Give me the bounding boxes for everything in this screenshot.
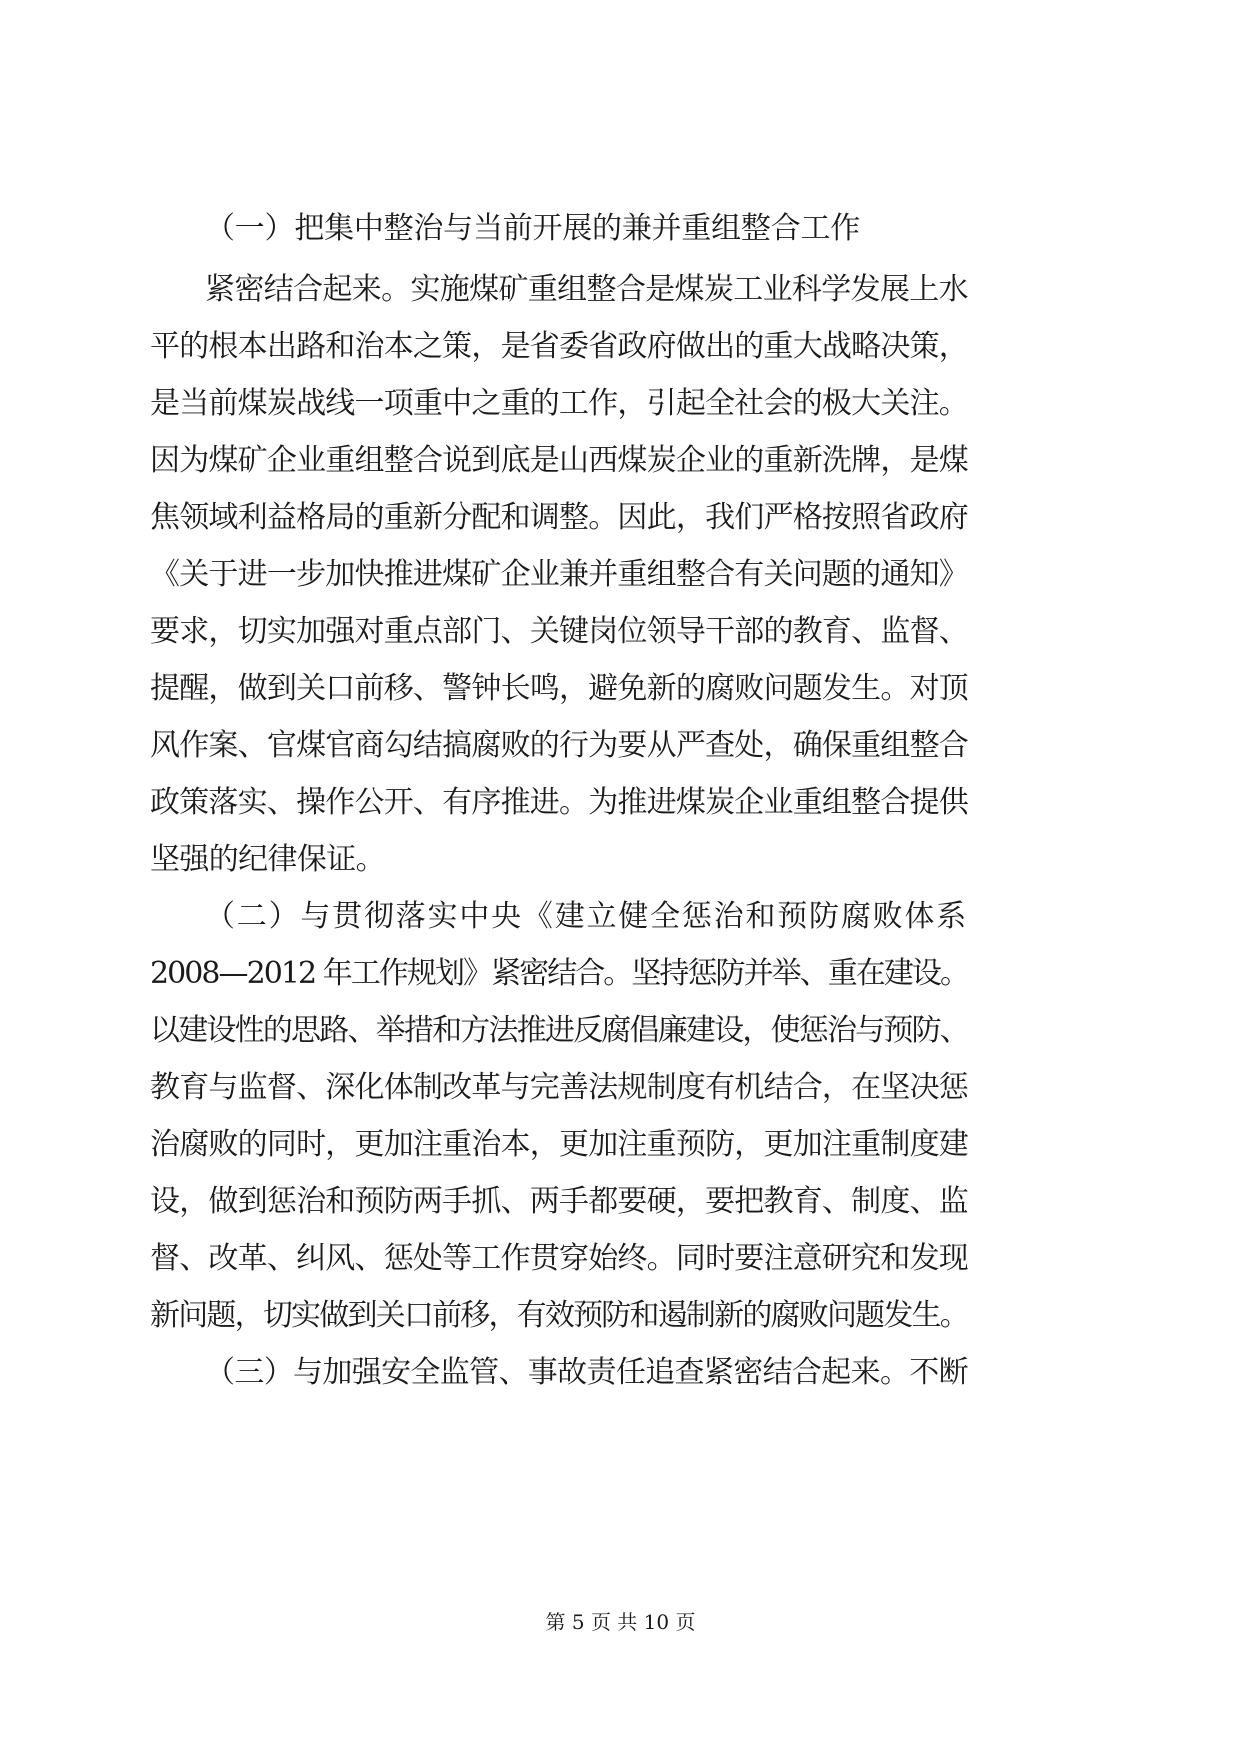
text-line: 2008—2012 年工作规划》紧密结合。坚持惩防并举、重在建设。 — [150, 956, 968, 991]
text-line: 焦领域利益格局的重新分配和调整。因此，我们严格按照省政府 — [150, 500, 968, 535]
text-line: 治腐败的同时，更加注重治本，更加注重预防，更加注重制度建 — [150, 1127, 968, 1162]
text-line: 是当前煤炭战线一项重中之重的工作，引起全社会的极大关注。 — [150, 386, 968, 421]
text-line: （三）与加强安全监管、事故责任追查紧密结合起来。不断 — [205, 1355, 968, 1390]
text-line: 因为煤矿企业重组整合说到底是山西煤炭企业的重新洗牌，是煤 — [150, 443, 968, 478]
text-line: 紧密结合起来。实施煤矿重组整合是煤炭工业科学发展上水 — [205, 272, 968, 307]
text-line: 新问题，切实做到关口前移，有效预防和遏制新的腐败问题发生。 — [150, 1298, 968, 1333]
text-line: 政策落实、操作公开、有序推进。为推进煤炭企业重组整合提供 — [150, 785, 968, 820]
text-line: 要求，切实加强对重点部门、关键岗位领导干部的教育、监督、 — [150, 614, 968, 649]
text-line: 督、改革、纠风、惩处等工作贯穿始终。同时要注意研究和发现 — [150, 1241, 968, 1276]
text-line: 提醒，做到关口前移、警钟长鸣，避免新的腐败问题发生。对顶 — [150, 671, 968, 706]
text-line: （二）与贯彻落实中央《建立健全惩治和预防腐败体系 — [205, 899, 968, 934]
text-line: 《关于进一步加快推进煤矿企业兼并重组整合有关问题的通知》 — [150, 557, 968, 592]
text-line: 教育与监督、深化体制改革与完善法规制度有机结合，在坚决惩 — [150, 1070, 968, 1105]
text-line: 以建设性的思路、举措和方法推进反腐倡廉建设，使惩治与预防、 — [150, 1013, 968, 1048]
text-line: 风作案、官煤官商勾结搞腐败的行为要从严查处，确保重组整合 — [150, 728, 968, 763]
text-line: 坚强的纪律保证。 — [150, 842, 385, 877]
page-footer: 第 5 页 共 10 页 — [545, 1610, 696, 1634]
text-line: 设，做到惩治和预防两手抓、两手都要硬，要把教育、制度、监 — [150, 1184, 968, 1219]
text-line: 平的根本出路和治本之策，是省委省政府做出的重大战略决策， — [150, 329, 968, 364]
text-line: （一）把集中整治与当前开展的兼并重组整合工作 — [205, 211, 860, 246]
